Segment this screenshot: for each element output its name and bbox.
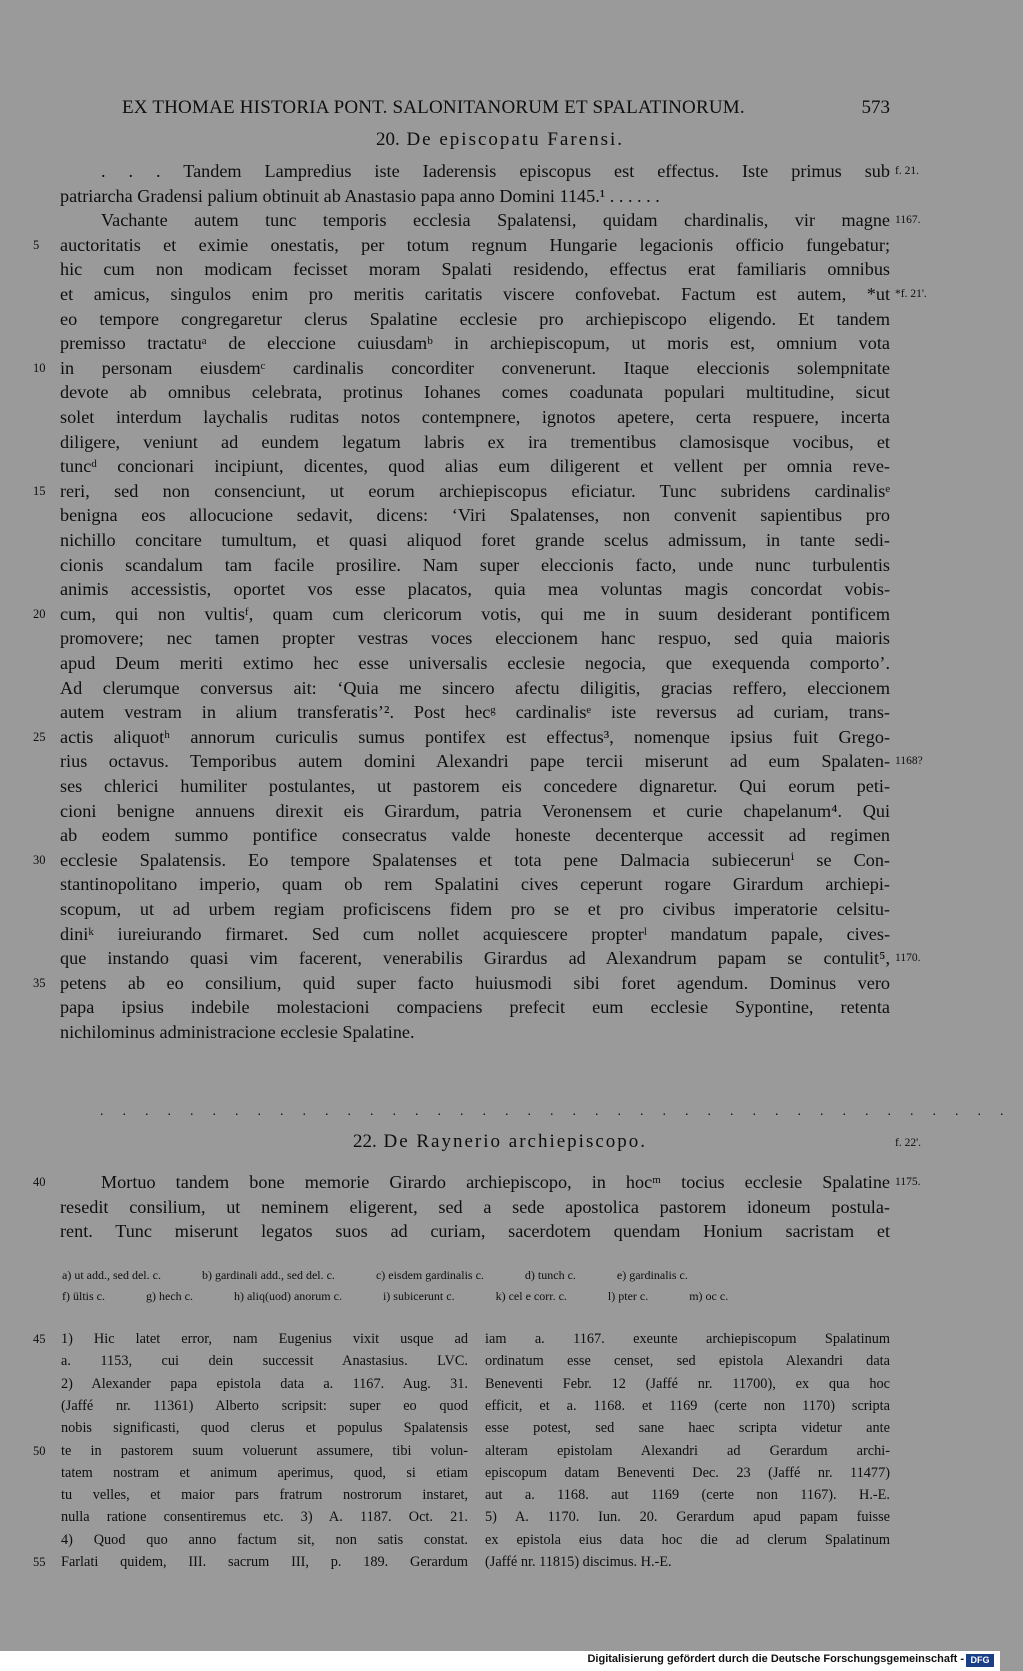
text-line [60, 405, 890, 429]
text-line-content: premisso tractatuᵃ de eleccione cuiusdamᵇ in archiepiscopum, ut moris est, omnium vota [60, 333, 890, 354]
text-line [60, 602, 890, 626]
footnote-line [61, 1328, 468, 1350]
footnote-line-content: nobis significasti, quod clerus et populus Spalatensis [61, 1420, 468, 1437]
text-line [60, 208, 890, 232]
footnote-line [61, 1350, 468, 1372]
footnote-line [485, 1506, 890, 1528]
text-line [60, 356, 890, 380]
footnote-line-content: esse potest, sed sane haec scripta videtur ante [485, 1420, 890, 1437]
text-line-content: apud Deum meriti extimo hec esse universalis ecclesie negocia, que exequenda comporto’. [60, 653, 890, 673]
footnote-line-number: 55 [33, 1555, 46, 1569]
text-line-content: ses chlerici humiliter postulantes, ut pastorem eis concedere dignaretur. Qui eorum peti- [60, 776, 890, 796]
margin-note: f. 21. [895, 165, 919, 177]
text-line-content: ab eodem summo pontifice consecratus valde honeste decenterque accessit ad regimen [60, 825, 890, 846]
text-line [60, 700, 890, 724]
footer-credit: Digitalisierung gefördert durch die Deutsche Forschungsgemeinschaft - [587, 1653, 964, 1665]
text-line [60, 503, 890, 527]
footnote-line [485, 1551, 890, 1573]
text-line [60, 479, 890, 503]
footnote-line [61, 1373, 468, 1395]
footnote-line-content: a. 1153, cui dein successit Anastasius. LVC. [61, 1353, 468, 1370]
page-number: 573 [861, 97, 890, 118]
footnote-line [485, 1328, 890, 1350]
line-number: 10 [33, 360, 46, 375]
text-line [60, 922, 890, 946]
footnote-line-content: efficit, et a. 1168. et 1169 (certe non 1170) scripta [485, 1397, 890, 1414]
footnote-line-content: tu velles, et maior pars fratrum nostrorum instaret, [61, 1487, 468, 1504]
margin-note: 1175. [895, 1176, 921, 1188]
text-line [60, 454, 890, 478]
text-line [60, 774, 890, 798]
text-line-content: cum, qui non vultisᶠ, quam cum clericorum votis, qui me in suum desiderant pontificem [60, 603, 890, 624]
footnote-line [61, 1417, 468, 1439]
variant-note: c) eisdem gardinalis c. [375, 1268, 484, 1282]
footnote-line-number: 45 [33, 1332, 46, 1346]
section-22-title: De Raynerio archiepiscopo. [383, 1131, 648, 1152]
footnote-line-content: 1) Hic latet error, nam Eugenius vixit usque ad [61, 1331, 468, 1347]
text-line [60, 380, 890, 404]
text-line-content: nichilominus administracione ecclesie Spalatine. [60, 1022, 415, 1042]
line-number: 5 [33, 237, 40, 252]
variant-note: k) cel e corr. c. [495, 1289, 567, 1303]
text-line-content: eo tempore congregaretur clerus Spalatine ecclesie pro archiepiscopo eligendo. Et tandem [60, 308, 890, 329]
text-line-content: Ad clerumque conversus ait: ‘Quia me sincero afectu diligitis, gracias reffero, eleccionem [60, 677, 890, 698]
text-line [60, 971, 890, 995]
text-line-content: hic cum non modicam fecisset moram Spalati residendo, effectus erat familiaris omnibus [60, 259, 890, 280]
footnote-line-content: tatem nostram et animum aperimus, quod, si etiam [61, 1464, 468, 1481]
variant-note: f) ültis c. [62, 1289, 105, 1303]
header-title: EX THOMAE HISTORIA PONT. SALONITANORUM ET SPALATINORUM. [122, 97, 745, 118]
text-line [60, 946, 890, 970]
variant-note: m) oc c. [689, 1289, 729, 1303]
line-number: 20 [33, 606, 46, 621]
footnote-line [61, 1529, 468, 1551]
footnote-line-content: nulla ratione consentiremus etc. 3) A. 1187. Oct. 21. [61, 1509, 468, 1526]
margin-note: 1170. [895, 952, 921, 965]
text-line-content: cioni benigne annuens direxit eis Girardum, patria Veronensem et curie chapelanum⁴. Qui [60, 800, 890, 821]
text-line-content: et amicus, singulos enim pro meritis caritatis viscere confovebat. Factum est autem, *ut [60, 284, 890, 304]
section-20-number: 20. [375, 129, 400, 150]
footnote-line-content: episcopum datam Beneventi Dec. 23 (Jaffé nr. 11477) [485, 1464, 890, 1481]
text-line-content: solet interdum laychalis ruditas notos contempnere, ignotos apetere, certa respuere, incerta [60, 407, 890, 427]
running-header [122, 97, 890, 119]
text-line-content: patriarcha Gradensi palium obtinuit ab Anastasio papa anno Domini 1145.¹ . . . . . . [60, 185, 660, 206]
variant-note: a) ut add., sed del. c. [62, 1268, 161, 1282]
variant-notes-row-1 [62, 1265, 890, 1285]
dfg-logo: DFG [966, 1654, 994, 1667]
variant-note: b) gardinali add., sed del. c. [201, 1268, 335, 1282]
footnote-line [61, 1440, 468, 1462]
line-number: 40 [33, 1175, 46, 1189]
text-line-content: diligere, veniunt ad eundem legatum labris ex ira trementibus clamosisque vocibus, et [60, 431, 890, 452]
footnote-line-content: 4) Quod quo anno factum sit, non satis constat. [61, 1531, 468, 1548]
footnote-line-content: te in pastorem suum voluerunt assumere, tibi volun- [61, 1442, 468, 1459]
footnote-line [485, 1373, 890, 1395]
text-line [60, 651, 890, 675]
text-line [60, 184, 890, 208]
variant-note: g) hech c. [146, 1289, 193, 1303]
section-22-heading [0, 1131, 1000, 1153]
section-22-number: 22. [352, 1131, 377, 1152]
footnote-line [61, 1506, 468, 1528]
text-line [60, 1219, 890, 1243]
footnote-line [485, 1484, 890, 1506]
text-line-content: cionis scandalum tam facile prosilire. Nam super eleccionis facto, unde nunc turbulentis [60, 554, 890, 575]
text-line [60, 725, 890, 749]
footnote-line-content: 2) Alexander papa epistola data a. 1167. Aug. 31. [61, 1375, 468, 1392]
footnote-line-content: (Jaffé nr. 11815) discimus. H.-E. [485, 1554, 672, 1570]
text-line [60, 233, 890, 257]
text-line-content: scopum, ut ad urbem regiam proficiscens fidem pro se et pro civibus imperatorie celsitu- [60, 899, 890, 919]
text-line-content: devote ab omnibus celebrata, protinus Iohanes comes coadunata populari multitudine, sicut [60, 382, 890, 403]
section-20-heading [0, 129, 1000, 151]
footnote-line-content: Farlati quidem, III. sacrum III, p. 189. Gerardum [61, 1554, 468, 1570]
footnote-line-content: ordinatum esse censet, sed epistola Alexandri data [485, 1353, 890, 1370]
text-line [60, 749, 890, 773]
text-line [60, 430, 890, 454]
text-line [60, 676, 890, 700]
variant-note: d) tunch c. [524, 1268, 576, 1282]
footnote-line [485, 1440, 890, 1462]
margin-note: 1168? [895, 755, 923, 768]
text-line [60, 995, 890, 1019]
footnote-line [485, 1350, 890, 1372]
text-line [60, 1170, 890, 1194]
text-line [60, 823, 890, 847]
section-20-title: De episcopatu Farensi. [406, 129, 625, 150]
text-line-content: nichillo concitare tumultum, et quasi aliquod foret grande scelus admissum, in tante sedi- [60, 530, 890, 550]
text-line [60, 331, 890, 355]
variant-note: l) pter c. [607, 1289, 649, 1303]
text-line [60, 307, 890, 331]
text-line [60, 1195, 890, 1219]
footnote-line [61, 1395, 468, 1417]
text-line-content: petens ab eo consilium, quid super facto huiusmodi sibi foret agendum. Dominus vero [60, 972, 890, 993]
ellipsis-divider: ......................................... [100, 1104, 1023, 1119]
text-line [60, 1020, 890, 1044]
footer-bar [0, 1651, 1000, 1671]
text-line-content: resedit consilium, ut neminem eligerent, sed a sede apostolica pastorem idoneum postula- [60, 1196, 890, 1217]
text-line-content: que instando quasi vim facerent, venerabilis Girardus ad Alexandrum papam se contulit⁵, [60, 948, 890, 969]
footnote-line-content: Beneventi Febr. 12 (Jaffé nr. 11700), ex qua hoc [485, 1375, 890, 1392]
line-number: 25 [33, 729, 46, 744]
text-line [60, 577, 890, 601]
text-line [60, 799, 890, 823]
text-line-content: benigna eos allocucione sedavit, dicens: ‘Viri Spalatenses, non convenit sapientibus pro [60, 505, 890, 526]
variant-note: h) aliq(uod) anorum c. [233, 1289, 342, 1303]
text-line-content: rent. Tunc miserunt legatos suos ad curiam, sacerdotem quendam Honium sacristam et [60, 1221, 890, 1242]
footnote-line-content: alteram epistolam Alexandri ad Gerardum archi- [485, 1442, 890, 1459]
text-line-content: reri, sed non consenciunt, ut eorum archiepiscopus eficiatur. Tunc subridens cardinalisᵉ [60, 480, 890, 501]
text-line-content: Mortuo tandem bone memorie Girardo archiepiscopo, in hocᵐ tocius ecclesie Spalatine [101, 1172, 890, 1192]
line-number: 15 [33, 483, 46, 498]
footnote-line [485, 1417, 890, 1439]
text-line-content: Vachante autem tunc temporis ecclesia Spalatensi, quidam chardinalis, vir magne [101, 210, 890, 231]
text-line [60, 897, 890, 921]
text-line-content: ecclesie Spalatensis. Eo tempore Spalatenses et tota pene Dalmacia subiecerunⁱ se Con- [60, 849, 890, 870]
variant-note: i) subicerunt c. [382, 1289, 455, 1303]
footnote-line-number: 50 [33, 1443, 46, 1458]
text-line-content: diniᵏ iureiurando firmaret. Sed cum nollet acquiescere propterˡ mandatum papale, cives- [60, 923, 890, 944]
footnote-line [485, 1395, 890, 1417]
text-line-content: animis accessistis, oportet vos esse placatos, quia mea voluntas magis concordat vobis- [60, 579, 890, 600]
margin-note: 1167. [895, 214, 921, 227]
text-line-content: promovere; nec tamen propter vestras voces eleccionem hanc respuo, sed quia maioris [60, 628, 890, 649]
text-line-content: stantinopolitano imperio, quam ob rem Spalatini cives ceperunt rogare Girardum archiepi- [60, 874, 890, 895]
text-line-content: rius octavus. Temporibus autem domini Alexandri pape tercii miserunt ad eum Spalaten- [60, 751, 890, 772]
variant-notes-row-2 [62, 1286, 890, 1306]
text-line [60, 282, 890, 306]
footnote-line-content: iam a. 1167. exeunte archiepiscopum Spalatinum [485, 1331, 890, 1347]
text-line [60, 626, 890, 650]
text-line [60, 528, 890, 552]
footnote-line-content: ex epistola eius data hoc die ad clerum Spalatinum [485, 1531, 890, 1548]
text-line-content: papa ipsius indebile molestacioni compaciens prefecit eum ecclesie Sypontine, retenta [60, 997, 890, 1018]
footnote-line [485, 1462, 890, 1484]
text-line-content: auctoritatis et eximie onestatis, per totum regnum Hungarie legacionis officio fungebatur; [60, 234, 890, 255]
footnote-line [61, 1462, 468, 1484]
text-line-content: tuncᵈ concionari incipiunt, dicentes, quod alias eum diligerent et vellent per omnia reve- [60, 456, 890, 477]
text-line [60, 848, 890, 872]
variant-note: e) gardinalis c. [616, 1268, 688, 1282]
text-line-content: in personam eiusdemᶜ cardinalis concorditer convenerunt. Itaque eleccionis solempnitate [60, 357, 890, 378]
text-line-content: . . . Tandem Lampredius iste Iaderensis episcopus est effectus. Iste primus sub [101, 161, 890, 181]
footnote-line-content: (Jaffé nr. 11361) Alberto scripsit: super eo quod [61, 1397, 468, 1414]
line-number: 35 [33, 975, 46, 990]
margin-note: *f. 21'. [895, 288, 927, 300]
text-line [60, 159, 890, 183]
footnote-line [485, 1529, 890, 1551]
text-line [60, 872, 890, 896]
footnote-line [61, 1551, 468, 1573]
text-line-content: autem vestram in alium transferatis’². Post hecᵍ cardinalisᵉ iste reversus ad curiam, trans- [60, 702, 890, 723]
text-line [60, 257, 890, 281]
text-line-content: actis aliquotʰ annorum curiculis sumus pontifex est effectus³, nomenque ipsius fuit Grego- [60, 726, 890, 747]
footnote-line [61, 1484, 468, 1506]
section-22-margin-note: f. 22'. [895, 1137, 922, 1149]
text-line [60, 553, 890, 577]
line-number: 30 [33, 852, 46, 867]
footnote-line-content: 5) A. 1170. Iun. 20. Gerardum apud papam fuisse [485, 1509, 890, 1526]
footnote-line-content: aut a. 1168. aut 1169 (certe non 1167). H.-E. [485, 1487, 890, 1504]
